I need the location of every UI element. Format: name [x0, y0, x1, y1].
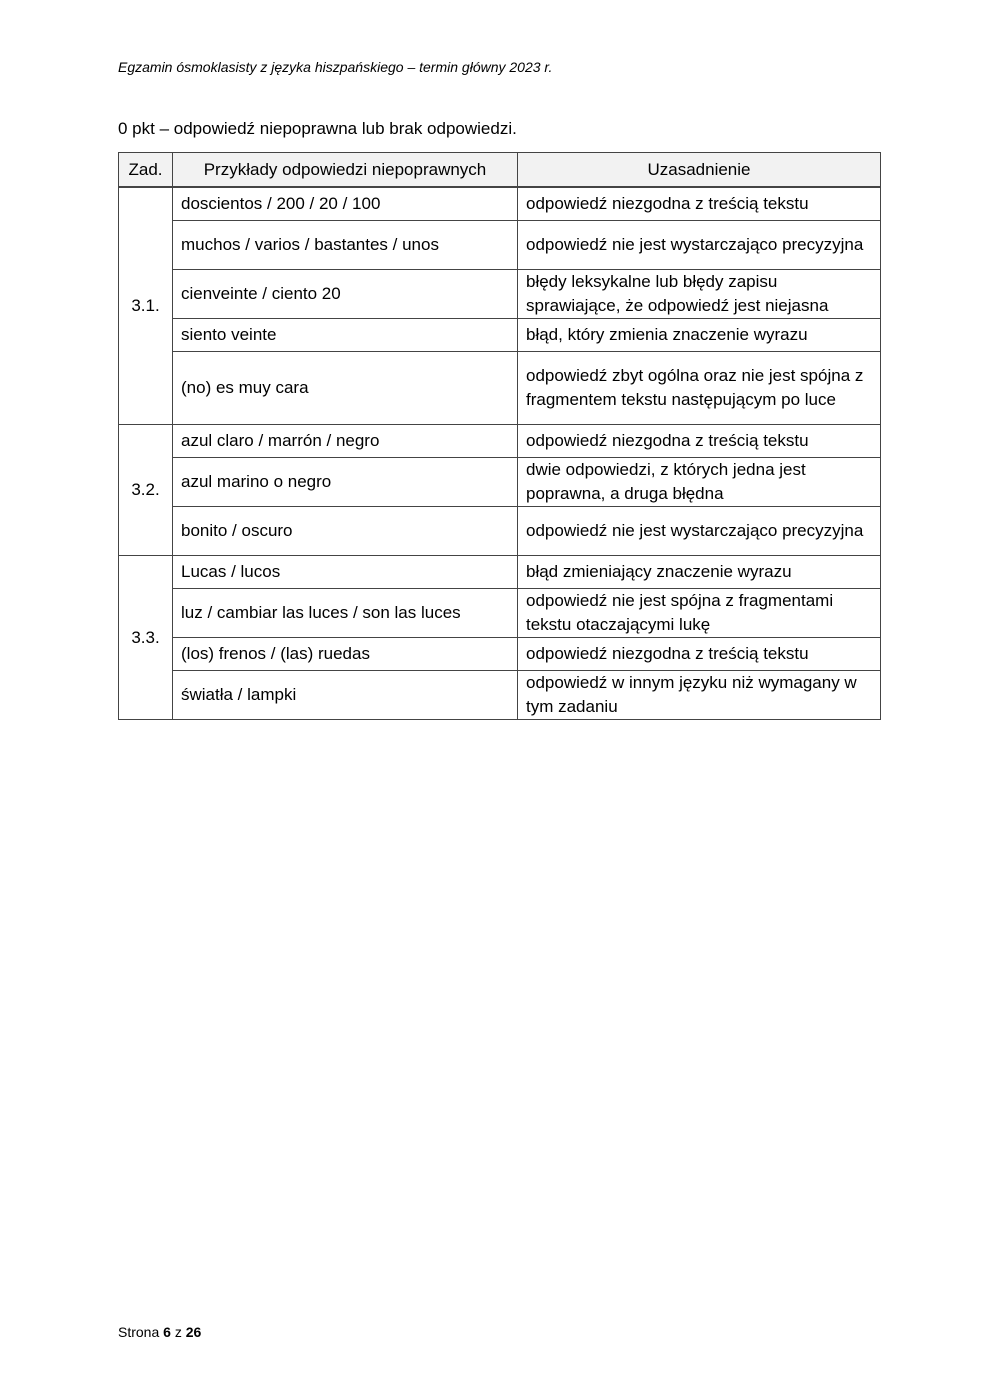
table-row [119, 638, 881, 671]
page-total: 26 [185, 1324, 202, 1340]
page-separator: z [174, 1324, 182, 1340]
page-footer [118, 1324, 201, 1340]
page-number: 6 [163, 1324, 171, 1340]
answer-cell: azul marino o negro [173, 458, 518, 507]
justification-cell: odpowiedź nie jest wystarczająco precyzyjna [518, 507, 881, 556]
table-row [119, 319, 881, 352]
table-row [119, 507, 881, 556]
table-row [119, 589, 881, 638]
column-header-justification: Uzasadnienie [518, 153, 881, 188]
table-row [119, 556, 881, 589]
table-row [119, 458, 881, 507]
answer-cell: siento veinte [173, 319, 518, 352]
justification-cell: dwie odpowiedzi, z których jedna jest poprawna, a druga błędna [518, 458, 881, 507]
answer-cell: muchos / varios / bastantes / unos [173, 221, 518, 270]
justification-cell: odpowiedź w innym języku niż wymagany w tym zadaniu [518, 671, 881, 720]
table-row [119, 270, 881, 319]
answer-cell: światła / lampki [173, 671, 518, 720]
justification-cell: błąd zmieniający znaczenie wyrazu [518, 556, 881, 589]
justification-cell: odpowiedź niezgodna z treścią tekstu [518, 425, 881, 458]
justification-cell: odpowiedź niezgodna z treścią tekstu [518, 187, 881, 221]
answer-cell: (los) frenos / (las) ruedas [173, 638, 518, 671]
justification-cell: odpowiedź nie jest spójna z fragmentami tekstu otaczającymi lukę [518, 589, 881, 638]
table-row [119, 187, 881, 221]
justification-cell: błąd, który zmienia znaczenie wyrazu [518, 319, 881, 352]
answer-cell: azul claro / marrón / negro [173, 425, 518, 458]
answer-cell: cienveinte / ciento 20 [173, 270, 518, 319]
column-header-answers: Przykłady odpowiedzi niepoprawnych [173, 153, 518, 188]
table-row [119, 352, 881, 425]
page-label: Strona [118, 1324, 160, 1340]
justification-cell: błędy leksykalne lub błędy zapisu sprawiające, że odpowiedź jest niejasna [518, 270, 881, 319]
intro-text: 0 pkt – odpowiedź niepoprawna lub brak odpowiedzi. [118, 119, 517, 138]
incorrect-answers-table [118, 152, 881, 720]
justification-cell: odpowiedź nie jest wystarczająco precyzyjna [518, 221, 881, 270]
table-header-row [119, 153, 881, 188]
table-row [119, 671, 881, 720]
answer-cell: doscientos / 200 / 20 / 100 [173, 187, 518, 221]
answer-cell: luz / cambiar las luces / son las luces [173, 589, 518, 638]
task-number: 3.1. [119, 187, 173, 425]
answer-cell: bonito / oscuro [173, 507, 518, 556]
answer-cell: (no) es muy cara [173, 352, 518, 425]
task-number: 3.2. [119, 425, 173, 556]
justification-cell: odpowiedź niezgodna z treścią tekstu [518, 638, 881, 671]
answer-cell: Lucas / lucos [173, 556, 518, 589]
table-row [119, 221, 881, 270]
justification-cell: odpowiedź zbyt ogólna oraz nie jest spójna z fragmentem tekstu następującym po luce [518, 352, 881, 425]
column-header-task: Zad. [119, 153, 173, 188]
task-number: 3.3. [119, 556, 173, 720]
table-row [119, 425, 881, 458]
running-header: Egzamin ósmoklasisty z języka hiszpańskiego – termin główny 2023 r. [118, 59, 553, 75]
